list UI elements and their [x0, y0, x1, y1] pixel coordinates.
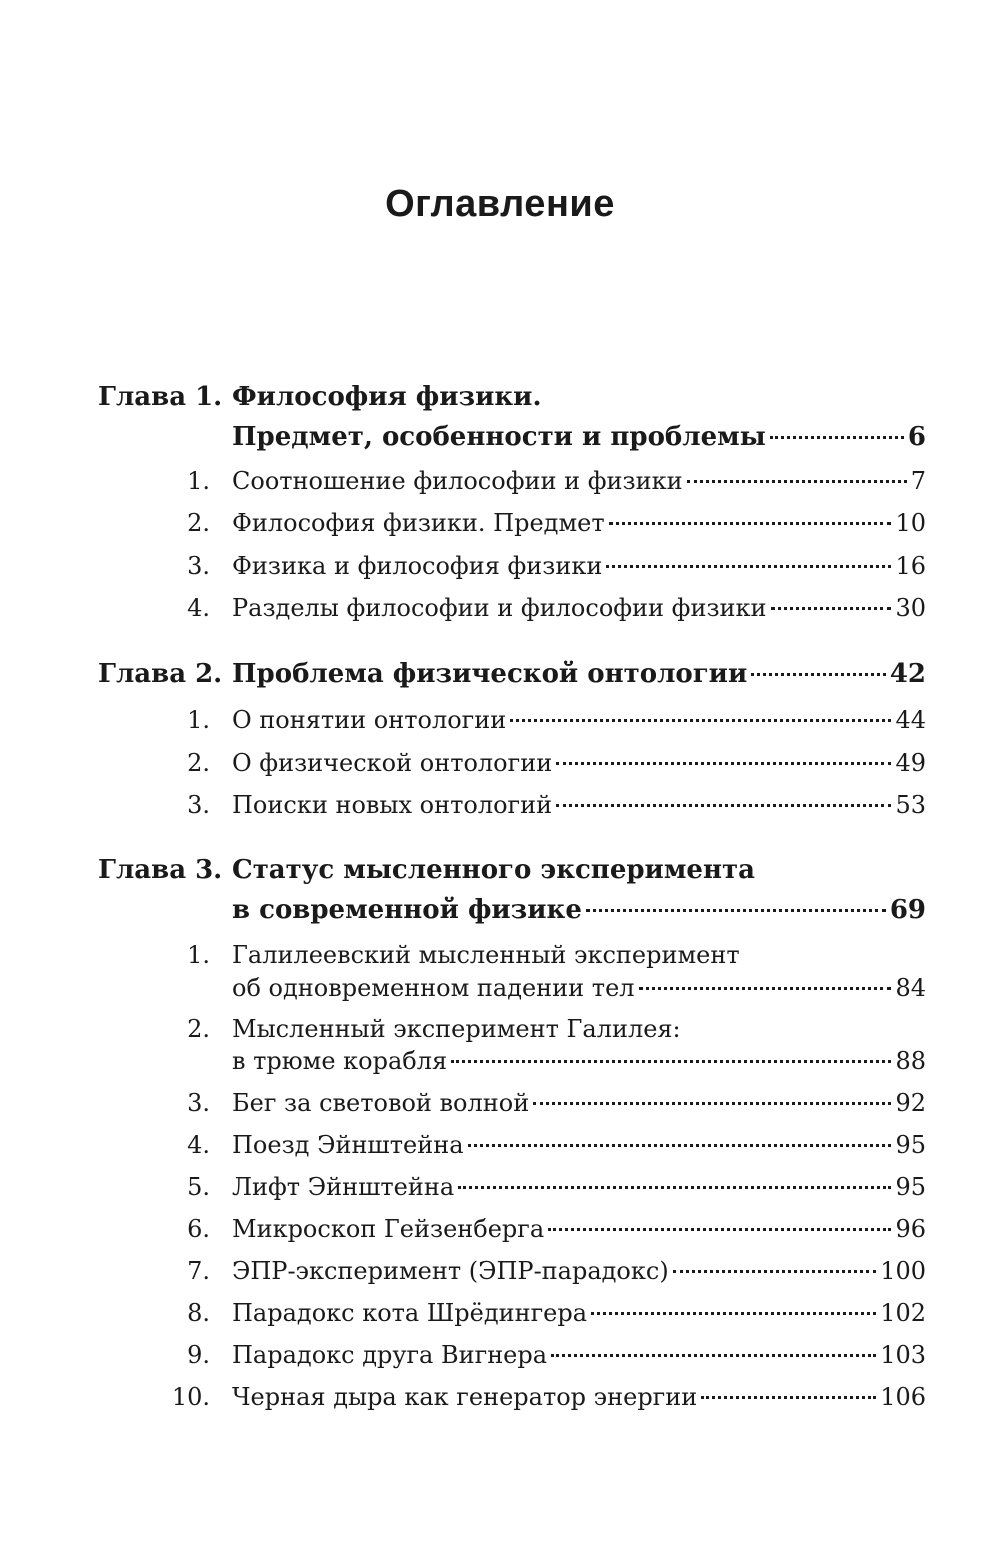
entry-line: Разделы философии и философии физики 30: [232, 594, 926, 622]
page-number: 30: [895, 594, 926, 622]
page-number: 44: [895, 706, 926, 734]
entry-line-2: об одновременном падении тел 84: [232, 974, 926, 1002]
page-title: Оглавление: [385, 183, 615, 225]
page-number: 88: [895, 1047, 926, 1075]
entry-line: Соотношение философии и физики 7: [232, 467, 926, 495]
page-number: 49: [895, 749, 926, 777]
entry-number: 8.: [187, 1299, 210, 1327]
entry-line: О понятии онтологии 44: [232, 706, 926, 734]
entry-number: 4.: [187, 1131, 210, 1159]
entry-number: 3.: [187, 791, 210, 819]
entry-number: 1.: [187, 706, 210, 734]
entry-number: 10.: [171, 1383, 210, 1411]
entry-line-1: Мысленный эксперимент Галилея:: [232, 1015, 681, 1043]
leader-dots: [586, 909, 886, 912]
entry-number: 2.: [187, 1015, 210, 1043]
chapter-title-line1: Статус мысленного эксперимента: [232, 855, 755, 885]
entry-line-2: в трюме корабля 88: [232, 1047, 926, 1075]
chapter-title-line1: Философия физики.: [232, 382, 542, 412]
entry-line: Лифт Эйнштейна 95: [232, 1173, 926, 1201]
entry-line: Физика и философия физики 16: [232, 552, 926, 580]
page-number: 10: [895, 509, 926, 537]
chapter-title-line2: Предмет, особенности и проблемы 6: [232, 422, 926, 452]
chapter-label: Глава 3.: [98, 855, 223, 885]
page-number: 7: [910, 467, 926, 495]
entry-number: 7.: [187, 1257, 210, 1285]
page-number: 103: [880, 1341, 926, 1369]
chapter-title-line2: в современной физике 69: [232, 895, 926, 925]
entry-line: О физической онтологии 49: [232, 749, 926, 777]
entry-number: 5.: [187, 1173, 210, 1201]
entry-number: 9.: [187, 1341, 210, 1369]
page-number: 53: [895, 791, 926, 819]
leader-dots: [751, 673, 886, 676]
page-number: 96: [895, 1215, 926, 1243]
entry-line-1: Галилеевский мысленный эксперимент: [232, 941, 740, 969]
entry-line: Парадокс друга Вигнера 103: [232, 1341, 926, 1369]
entry-number: 6.: [187, 1215, 210, 1243]
chapter-title-line1: Проблема физической онтологии 42: [232, 659, 926, 689]
entry-number: 1.: [187, 941, 210, 969]
page-number: 102: [880, 1299, 926, 1327]
page-number: 16: [895, 552, 926, 580]
leader-dots: [770, 436, 904, 439]
entry-line: Бег за световой волной 92: [232, 1089, 926, 1117]
entry-line: Поезд Эйнштейна 95: [232, 1131, 926, 1159]
entry-number: 3.: [187, 1089, 210, 1117]
page-number: 106: [880, 1383, 926, 1411]
entry-line: Черная дыра как генератор энергии 106: [232, 1383, 926, 1411]
page-number: 6: [907, 422, 926, 452]
page-number: 84: [895, 974, 926, 1002]
entry-number: 3.: [187, 552, 210, 580]
entry-line: Поиски новых онтологий 53: [232, 791, 926, 819]
entry-line: ЭПР-эксперимент (ЭПР-парадокс) 100: [232, 1257, 926, 1285]
entry-number: 2.: [187, 749, 210, 777]
chapter-label: Глава 1.: [98, 382, 223, 412]
entry-number: 4.: [187, 594, 210, 622]
page-number: 42: [889, 659, 926, 689]
entry-line: Парадокс кота Шрёдингера 102: [232, 1299, 926, 1327]
chapter-label: Глава 2.: [98, 659, 223, 689]
entry-number: 2.: [187, 509, 210, 537]
entry-line: Философия физики. Предмет 10: [232, 509, 926, 537]
page-number: 100: [880, 1257, 926, 1285]
page-number: 69: [889, 895, 926, 925]
entry-number: 1.: [187, 467, 210, 495]
page-number: 92: [895, 1089, 926, 1117]
page-number: 95: [895, 1131, 926, 1159]
page-number: 95: [895, 1173, 926, 1201]
entry-line: Микроскоп Гейзенберга 96: [232, 1215, 926, 1243]
